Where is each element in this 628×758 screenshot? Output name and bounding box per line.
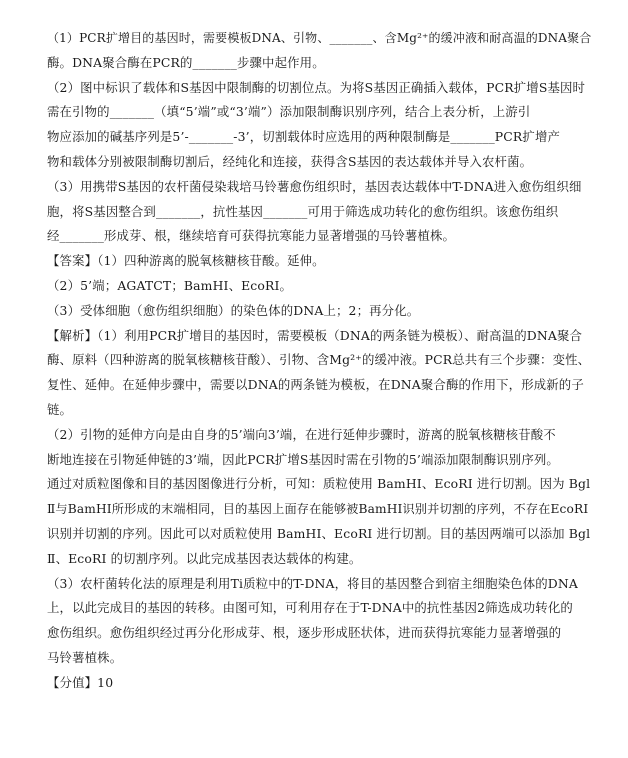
text-line: 物应添加的碱基序列是5’-_______-3’，切割载体时应选用的两种限制酶是_______PCR扩增产 xyxy=(47,129,561,145)
text-line: 经_______形成芽、根，继续培育可获得抗寒能力显著增强的马铃薯植株。 xyxy=(47,228,456,244)
analysis-part-3 xyxy=(47,572,592,671)
text-line: 需在引物的_______（填“5’端”或“3’端”）添加限制酶识别序列，结合上表分析，上游引 xyxy=(47,104,531,120)
answer-line: （2）5’端；AGATCT；BamHI、EcoRI。 xyxy=(47,277,293,293)
text-line: 【解析】（1）利用PCR扩增目的基因时，需要模板（DNA的两条链为模板）、耐高温的DNA聚合 xyxy=(47,327,583,343)
text-line: 链。 xyxy=(47,401,73,417)
text-line: 识别并切割的序列。因此可以对质粒使用 BamHI、EcoRI 进行切割。目的基因两端可以添加 Bgl xyxy=(47,525,591,541)
text-line: （1）PCR扩增目的基因时，需要模板DNA、引物、_______、含Mg²⁺的缓冲液和耐高温的DNA聚合 xyxy=(47,31,592,45)
score-label: 【分值】10 xyxy=(47,674,114,690)
text-line: 酶。DNA聚合酶在PCR的_______步骤中起作用。 xyxy=(47,54,325,70)
text-line: 复性、延伸。在延伸步骤中，需要以DNA的两条链为模板，在DNA聚合酶的作用下，形成新的子 xyxy=(47,377,584,393)
text-line: （2）图中标识了载体和S基因中限制酶的切割位点。为将S基因正确插入载体，PCR扩增S基因时 xyxy=(47,79,586,95)
analysis-part-1 xyxy=(47,324,592,423)
text-line: 物和载体分别被限制酶切割后，经纯化和连接，获得含S基因的表达载体并导入农杆菌。 xyxy=(47,153,533,169)
question-part-1 xyxy=(47,26,592,76)
text-line: （3）用携带S基因的农杆菌侵染栽培马铃薯愈伤组织时，基因表达载体中T-DNA进入愈伤组织细 xyxy=(47,178,582,194)
document-page xyxy=(47,26,592,696)
text-line: （3）农杆菌转化法的原理是利用Ti质粒中的T-DNA，将目的基因整合到宿主细胞染色体的DNA xyxy=(47,575,578,591)
text-line: Ⅱ与BamHI所形成的末端相同，目的基因上面存在能够被BamHI识别并切割的序列，不存在EcoRI xyxy=(47,502,589,517)
text-line: 通过对质粒图像和目的基因图像进行分析，可知：质粒使用 BamHI、EcoRI 进行切割。因为 Bgl xyxy=(47,476,591,492)
text-line: （2）引物的延伸方向是由自身的5’端向3’端，在进行延伸步骤时，游离的脱氧核糖核苷酸不 xyxy=(47,426,556,442)
answer-line: （3）受体细胞（愈伤组织细胞）的染色体的DNA上；2；再分化。 xyxy=(47,302,420,318)
text-line: Ⅱ、EcoRI 的切割序列。以此完成基因表达载体的构建。 xyxy=(47,550,362,566)
text-line: 胞，将S基因整合到_______，抗性基因_______可用于筛选成功转化的愈伤组织。该愈伤组织 xyxy=(47,203,559,219)
answer-line: 【答案】（1）四种游离的脱氧核糖核苷酸。延伸。 xyxy=(47,253,325,269)
text-line: 酶、原料（四种游离的脱氧核糖核苷酸）、引物、含Mg²⁺的缓冲液。PCR总共有三个步骤：变性、 xyxy=(47,352,591,368)
text-line: 马铃薯植株。 xyxy=(47,649,123,665)
question-part-3 xyxy=(47,175,592,249)
score-section xyxy=(47,671,592,696)
question-part-2 xyxy=(47,76,592,175)
analysis-part-2 xyxy=(47,423,592,572)
text-line: 断地连接在引物延伸链的3’端，因此PCR扩增S基因时需在引物的5’端添加限制酶识别序列。 xyxy=(47,451,559,467)
text-line: 上，以此完成目的基因的转移。由图可知，可利用存在于T-DNA中的抗性基因2筛选成功转化的 xyxy=(47,600,573,616)
text-line: 愈伤组织。愈伤组织经过再分化形成芽、根，逐步形成胚状体，进而获得抗寒能力显著增强的 xyxy=(47,625,562,641)
answer-section xyxy=(47,249,592,323)
